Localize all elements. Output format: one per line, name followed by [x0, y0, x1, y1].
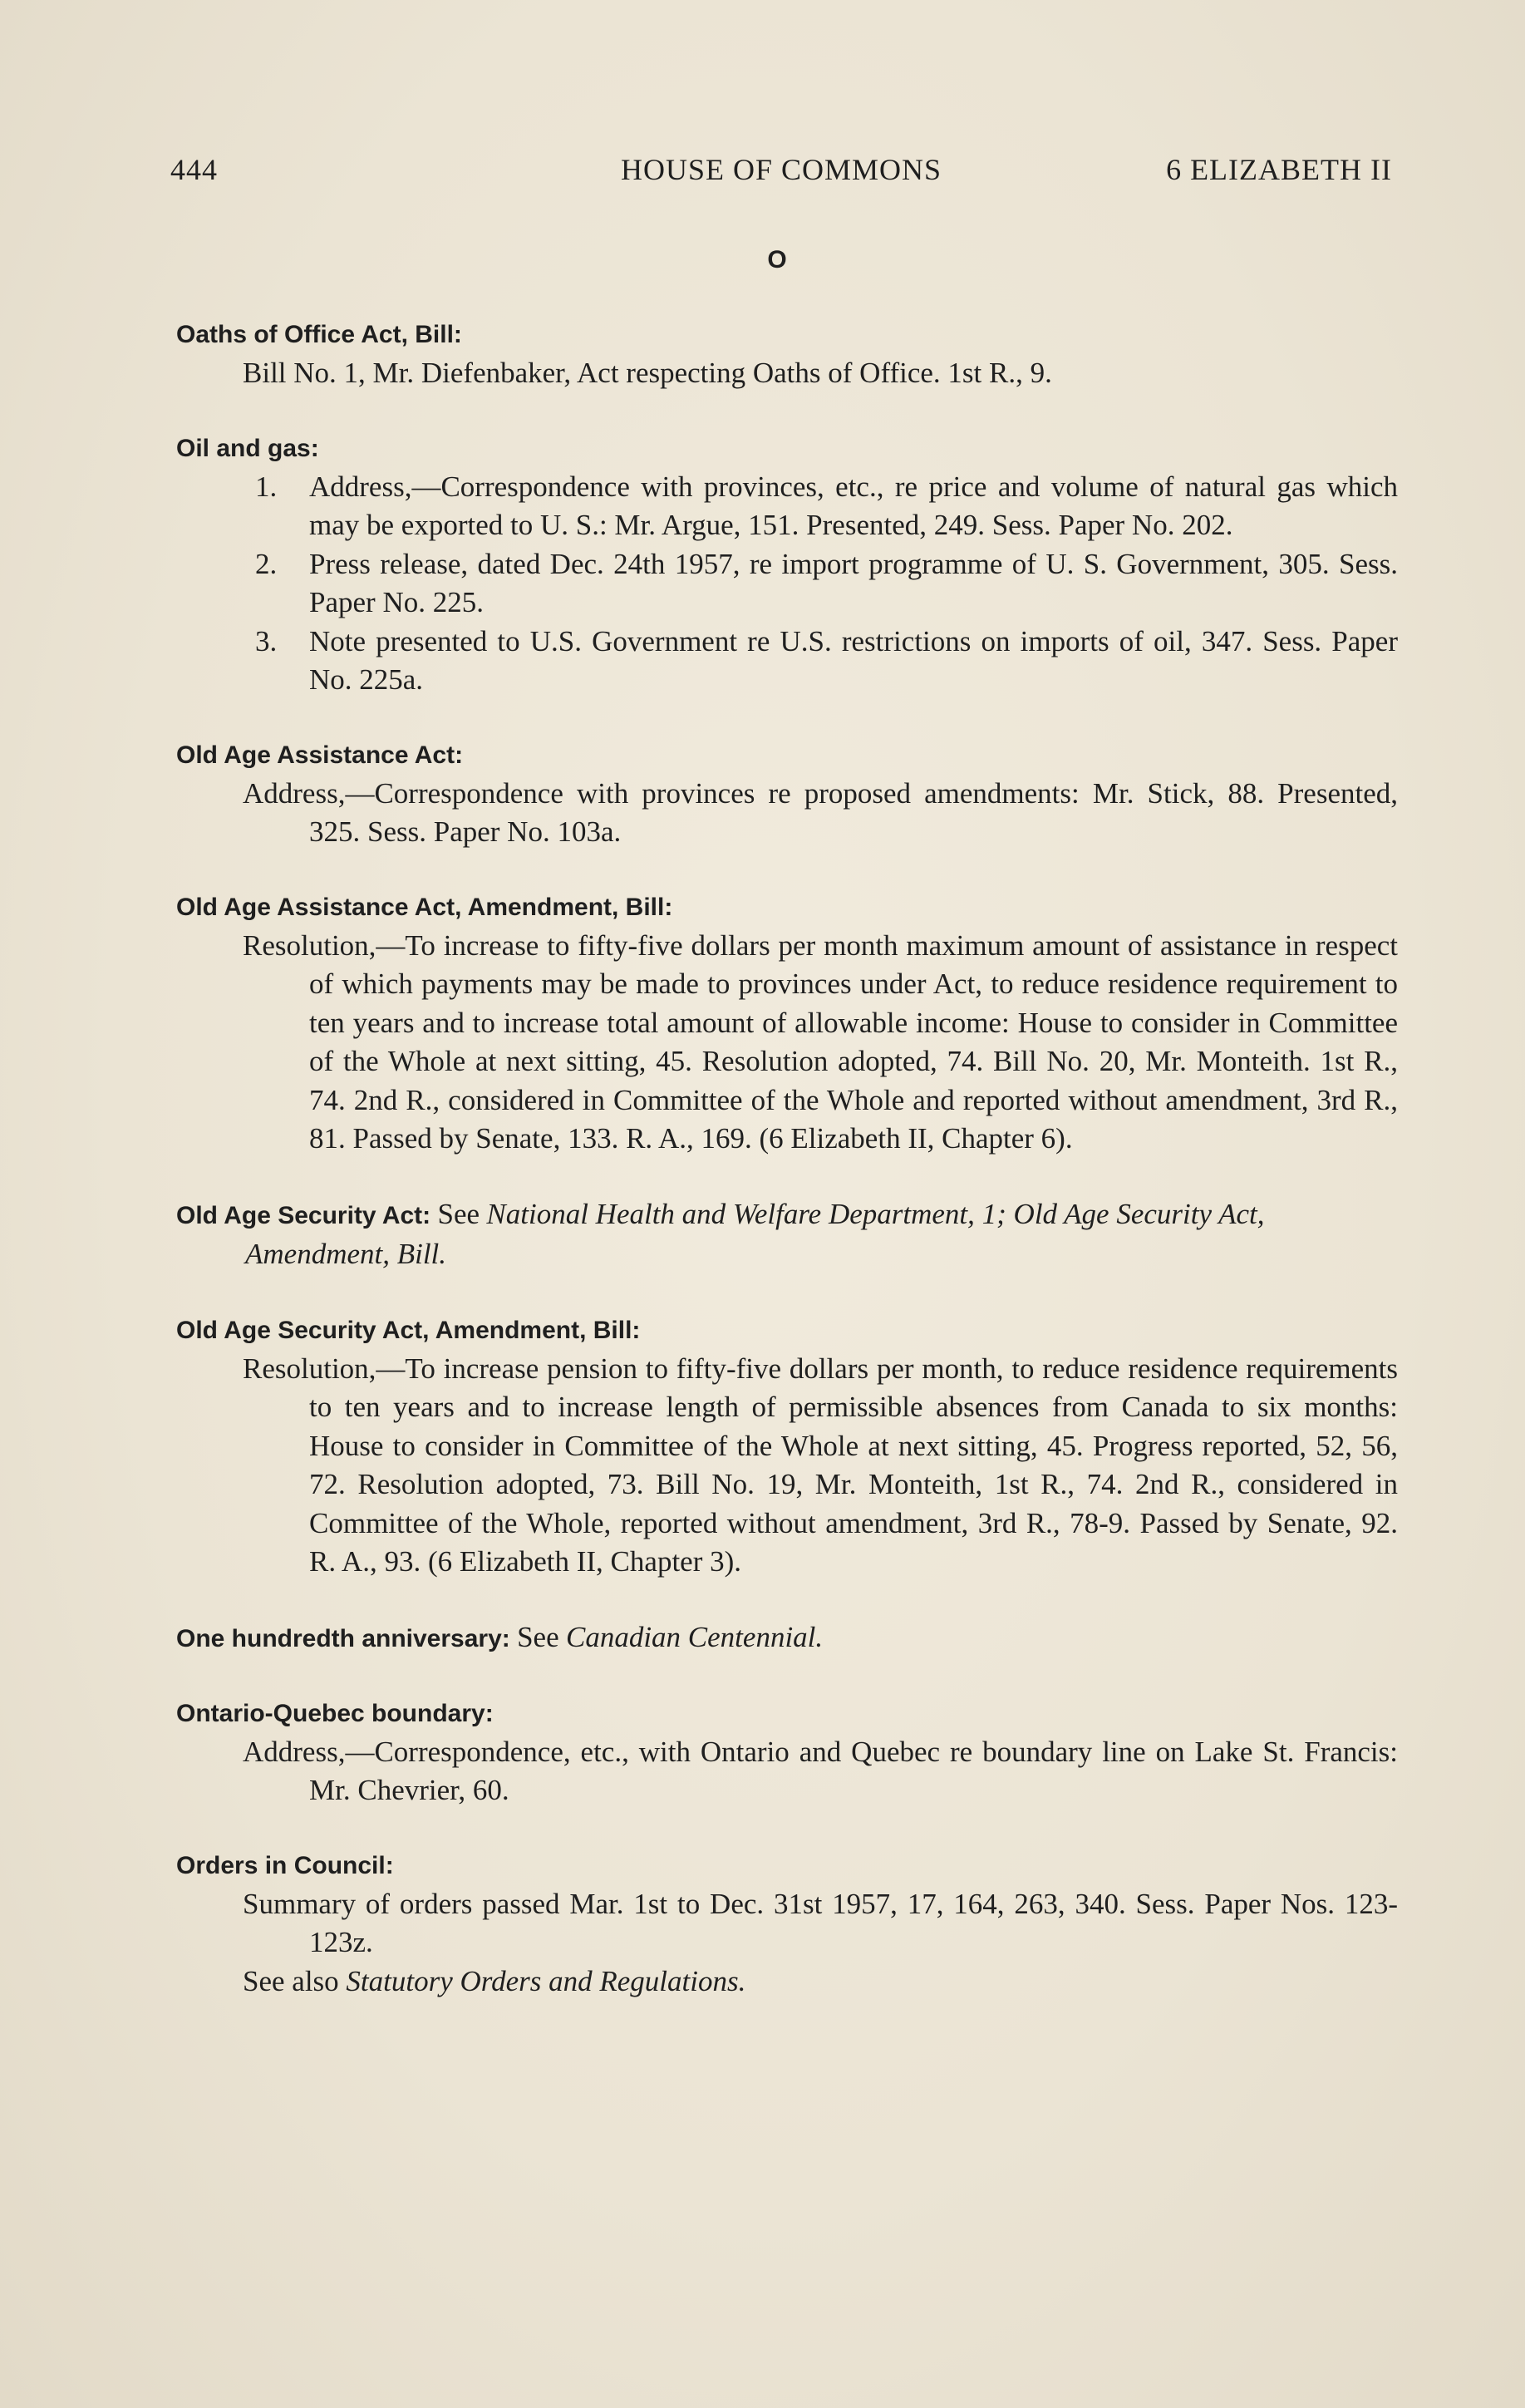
entry-text: Bill No. 1, Mr. Diefenbaker, Act respecting Oaths of Office. 1st R., 9. [243, 357, 1052, 389]
item-number: 3. [255, 624, 278, 657]
see-also [176, 1962, 1398, 2002]
running-head-session: 6 ELIZABETH II [1166, 153, 1392, 186]
see-also-label: See also [243, 1964, 339, 1997]
entry-heading-label: One hundredth anniversary: [176, 1624, 510, 1652]
entry-text: Address,—Correspondence with provinces re proposed amendments: Mr. Stick, 88. Presented, 325. Sess. Paper No. 103a. [243, 776, 1398, 848]
index-content [176, 316, 1398, 2001]
section-letter: O [767, 246, 787, 273]
entry-heading: Old Age Assistance Act, Amendment, Bill: [176, 893, 673, 921]
cross-reference: Canadian Centennial. [565, 1620, 824, 1653]
item-text: Address,—Correspondence with provinces, etc., re price and volume of natural gas which may be exported to U. S.: Mr. Argue, 151. Presented, 249. Sess. Paper No. 202. [309, 470, 1398, 541]
entry-text: Address,—Correspondence, etc., with Ontario and Quebec re boundary line on Lake St. Francis: Mr. Chevrier, 60. [243, 1735, 1398, 1806]
numbered-item [176, 468, 1398, 545]
item-text: Note presented to U.S. Government re U.S. restrictions on imports of oil, 347. Sess. Paper No. 225a. [309, 624, 1398, 696]
cross-reference: National Health and Welfare Department, 1; Old Age Security Act, Amendment, Bill. [245, 1197, 1265, 1270]
item-number: 2. [255, 547, 278, 580]
see-label: See [437, 1197, 480, 1230]
numbered-item [176, 545, 1398, 623]
item-text: Press release, dated Dec. 24th 1957, re import programme of U. S. Government, 305. Sess. Paper No. 225. [309, 547, 1398, 618]
item-number: 1. [255, 470, 278, 503]
entry-heading: Oaths of Office Act, Bill: [176, 321, 462, 348]
entry-heading: Old Age Security Act, Amendment, Bill: [176, 1316, 641, 1344]
entry-heading: Old Age Assistance Act: [176, 741, 464, 769]
running-head [170, 152, 1392, 194]
see-label: See [517, 1620, 559, 1653]
entry-heading: Ontario-Quebec boundary: [176, 1699, 494, 1727]
entry-heading-label: Old Age Security Act: [176, 1201, 431, 1229]
see-also-reference: Statutory Orders and Regulations. [346, 1964, 746, 1997]
page-number: 444 [170, 153, 218, 186]
entry-text: Resolution,—To increase pension to fifty-five dollars per month, to reduce residence requirements to ten years and to increase length of permissible absences from Canada to six months: House to consider in Committee of the Whole at next sitting, 45. Progress reported, 52, 56, 72. Resolution adopted, 73. Bill No. 19, Mr. Monteith, 1st R., 74. 2nd R., considered in Committee of the Whole, reported without amendment, 3rd R., 78-9. Passed by Senate, 92. R. A., 93. (6 Elizabeth II, Chapter 3). [243, 1352, 1398, 1578]
running-head-title: HOUSE OF COMMONS [620, 153, 942, 186]
entry-heading-cross-reference [176, 1195, 1398, 1275]
entry-text: Summary of orders passed Mar. 1st to Dec. 31st 1957, 17, 164, 263, 340. Sess. Paper Nos. 123-123z. [243, 1887, 1398, 1958]
entry-heading: Oil and gas: [176, 434, 319, 462]
entry-heading: Orders in Council: [176, 1851, 394, 1879]
numbered-item [176, 623, 1398, 700]
entry-heading-cross-reference [176, 1618, 1398, 1658]
entry-text: Resolution,—To increase to fifty-five dollars per month maximum amount of assistance in respect of which payments may be made to provinces under Act, to reduce residence requirement to ten years and to increase total amount of allowable income: House to consider in Committee of the Whole at next sitting, 45. Resolution adopted, 74. Bill No. 20, Mr. Monteith. 1st R., 74. 2nd R., considered in Committee of the Whole and reported without amendment, 3rd R., 81. Passed by Senate, 133. R. A., 169. (6 Elizabeth II, Chapter 6). [243, 928, 1398, 1155]
